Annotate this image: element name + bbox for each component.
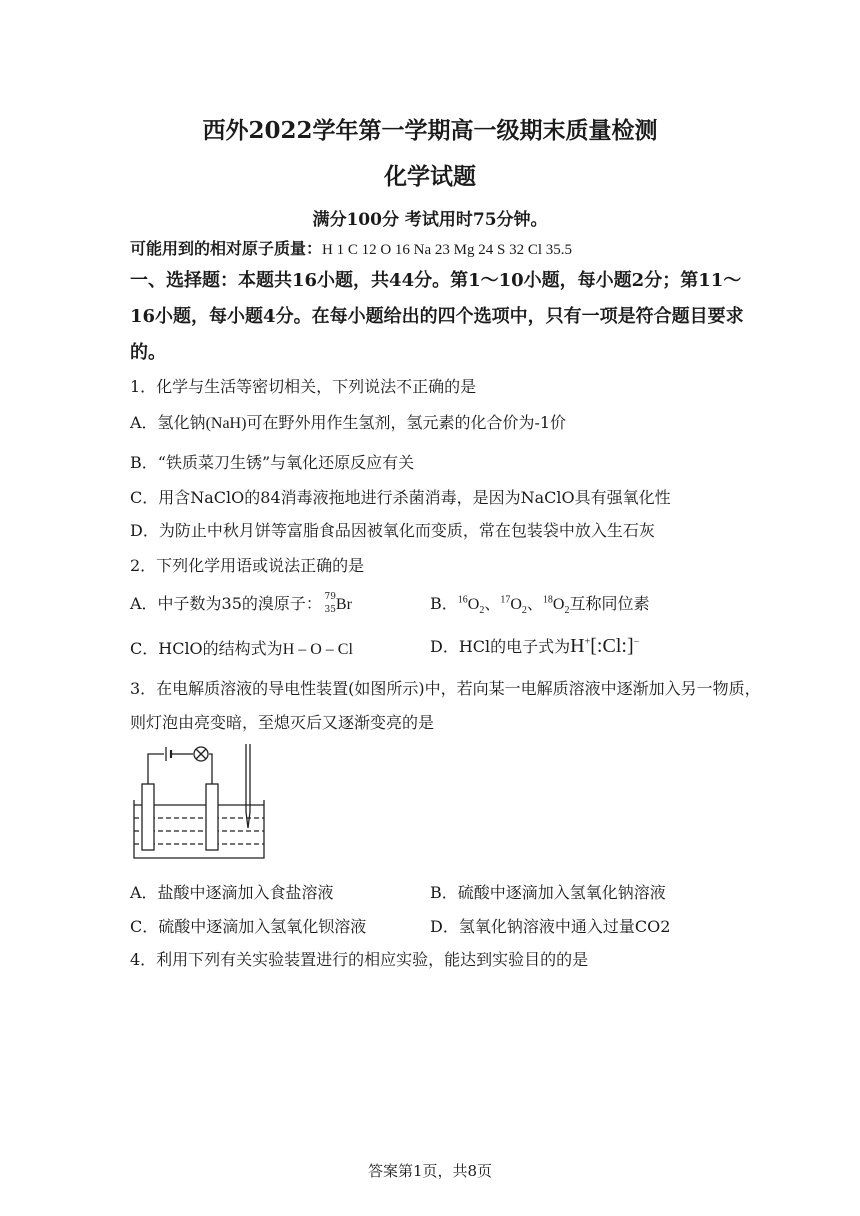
section1-line2: 16小题，每小题4分。在每小题给出的四个选项中，只有一项是符合题目要求 xyxy=(130,306,744,327)
q3-option-d: D．氢氧化钠溶液中通入过量CO2 xyxy=(430,917,671,936)
conductivity-apparatus-diagram xyxy=(130,742,280,862)
q4-stem: 4．利用下列有关实验装置进行的相应实验，能达到实验目的的是 xyxy=(130,950,589,969)
q2-option-c xyxy=(130,636,353,659)
q2-a-pre: A．中子数为35的溴原子： xyxy=(130,594,322,613)
q2-option-d xyxy=(430,634,639,658)
q1-stem: 1．化学与生活等密切相关，下列说法不正确的是 xyxy=(130,377,477,396)
section1-line1: 一、选择题：本题共16小题，共44分。第1～10小题，每小题2分；第11～ xyxy=(130,270,742,291)
q2-option-b xyxy=(430,591,650,616)
left-electrode xyxy=(142,784,154,850)
q2-b-iso1: 16 xyxy=(457,594,468,606)
q2-a-mass-number: 79 xyxy=(324,591,336,602)
q2-b-sub1: 2 xyxy=(479,605,485,617)
q2-a-nuclide-numbers xyxy=(322,591,336,615)
q2-b-sub3: 2 xyxy=(564,605,570,617)
q2-d-h: H xyxy=(570,635,585,657)
q2-c-pre: C．HClO的结构式为 xyxy=(130,639,283,658)
q1-option-a xyxy=(130,410,566,433)
exam-title: 西外2022学年第一学期高一级期末质量检测 xyxy=(202,117,658,144)
q2-b-iso2: 17 xyxy=(500,594,511,606)
q2-d-plus: + xyxy=(584,636,591,648)
q2-b-o1: O xyxy=(467,596,480,613)
right-electrode xyxy=(206,784,218,850)
q2-b-post: 互称同位素 xyxy=(569,594,650,613)
q2-b-iso3: 18 xyxy=(542,594,553,606)
atomic-mass-line xyxy=(130,236,572,259)
q2-a-atomic-number: 35 xyxy=(324,604,336,615)
q3-option-c: C．硫酸中逐滴加入氢氧化钡溶液 xyxy=(130,917,367,936)
q2-d-bracket-open: [ xyxy=(590,635,597,657)
q2-a-symbol: Br xyxy=(335,596,352,613)
q3-option-a: A．盐酸中逐滴加入食盐溶液 xyxy=(130,883,334,902)
q1-option-b: B．“铁质菜刀生锈”与氧化还原反应有关 xyxy=(130,453,415,472)
q1-option-d: D．为防止中秋月饼等富脂食品因被氧化而变质，常在包装袋中放入生石灰 xyxy=(130,521,655,540)
page-footer: 答案第1页，共8页 xyxy=(367,1162,493,1180)
q2-d-pre: D．HCl的电子式为 xyxy=(430,637,571,656)
q2-d-electron-formula xyxy=(570,635,639,657)
q2-d-cl: :Cl: xyxy=(596,635,627,657)
section1-line3: 的。 xyxy=(130,342,166,363)
q2-b-sep2: 、 xyxy=(526,594,543,613)
atomic-mass-values: H 1 C 12 O 16 Na 23 Mg 24 S 32 Cl 35.5 xyxy=(322,242,573,258)
q2-b-sub2: 2 xyxy=(521,605,527,617)
q1-option-c: C．用含NaClO的84消毒液拖地进行杀菌消毒，是因为NaClO具有强氧化性 xyxy=(130,488,671,507)
q1-a-post: 可在野外用作生氢剂，氢元素的化合价为-1价 xyxy=(246,413,567,432)
q2-b-o3: O xyxy=(552,596,565,613)
q1-a-pre: A．氢化钠 xyxy=(130,413,206,432)
q2-d-bracket-close: ] xyxy=(626,635,634,657)
q3-stem-line1: 3．在电解质溶液的导电性装置(如图所示)中，若向某一电解质溶液中逐渐加入另一物质， xyxy=(130,679,761,698)
q2-d-minus: − xyxy=(633,636,640,648)
q2-option-a xyxy=(130,591,352,614)
atomic-mass-label: 可能用到的相对原子质量： xyxy=(130,239,323,258)
exam-subtitle: 化学试题 xyxy=(384,163,476,190)
q2-c-formula: H – O – Cl xyxy=(282,641,353,658)
q3-stem-line2: 则灯泡由亮变暗，至熄灭后又逐渐变亮的是 xyxy=(130,713,435,732)
wire xyxy=(209,754,212,784)
q3-option-b: B．硫酸中逐滴加入氢氧化钠溶液 xyxy=(430,883,666,902)
q2-b-prefix: B． xyxy=(430,594,458,613)
q1-a-formula: (NaH) xyxy=(205,415,247,432)
dropper xyxy=(246,744,250,828)
wire xyxy=(148,754,164,784)
q2-b-sep1: 、 xyxy=(484,594,501,613)
q2-stem: 2．下列化学用语或说法正确的是 xyxy=(130,556,365,575)
q2-b-o2: O xyxy=(510,596,522,613)
exam-info: 满分100分 考试用时75分钟。 xyxy=(312,210,548,230)
